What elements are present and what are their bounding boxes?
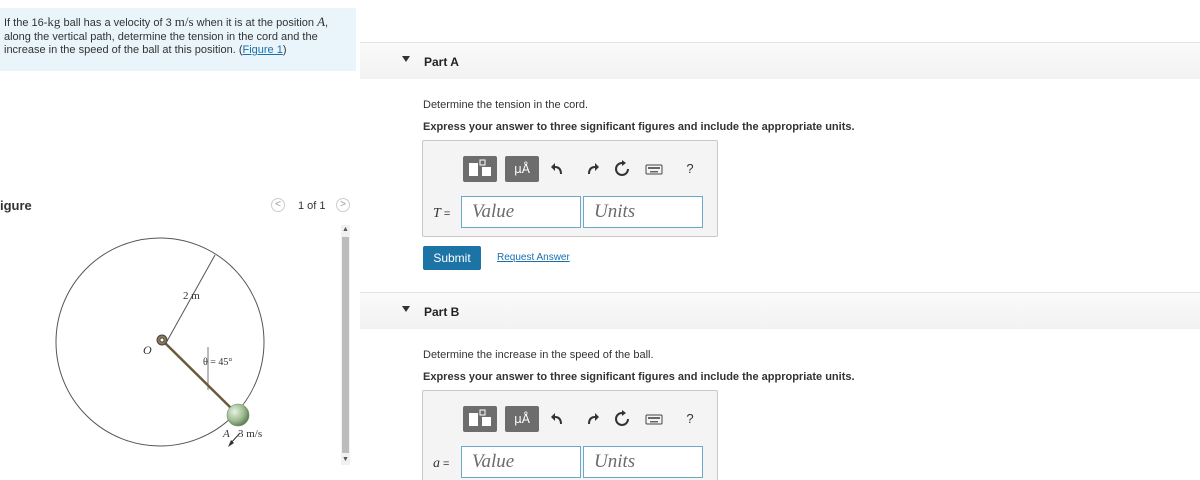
- collapse-caret-icon[interactable]: [402, 306, 410, 312]
- submit-button[interactable]: Submit: [423, 246, 481, 270]
- help-icon[interactable]: ?: [686, 411, 694, 426]
- variable-symbol: T: [433, 206, 441, 221]
- origin-label: O: [143, 343, 152, 357]
- collapse-caret-icon[interactable]: [402, 56, 410, 62]
- angle-label: θ = 45°: [203, 357, 233, 368]
- pivot-pin: [160, 338, 164, 342]
- undo-icon[interactable]: [549, 160, 567, 178]
- position-label: A: [317, 14, 326, 29]
- radius-label: 2 m: [183, 290, 200, 302]
- part-a-instruction: Express your answer to three significant figures and include the appropriate units.: [423, 121, 855, 133]
- scroll-thumb[interactable]: [342, 237, 349, 453]
- mass-unit: kg: [47, 14, 61, 29]
- undo-icon[interactable]: [549, 410, 567, 428]
- figure-header: [0, 197, 356, 217]
- problem-text: If the 16-: [4, 17, 48, 29]
- ball: [227, 404, 249, 426]
- equals-sign: =: [440, 458, 450, 470]
- figure-pager-label: 1 of 1: [298, 200, 326, 212]
- variable-label: [433, 206, 450, 222]
- reset-icon[interactable]: [613, 410, 631, 428]
- units-button[interactable]: μÅ: [505, 406, 539, 432]
- next-figure-button[interactable]: >: [336, 198, 350, 212]
- problem-statement: [0, 8, 356, 71]
- figure-link[interactable]: Figure 1: [242, 44, 283, 56]
- units-input[interactable]: [583, 446, 703, 478]
- velocity-label: 3 m/s: [238, 428, 263, 440]
- speed-unit: m/s: [174, 14, 194, 29]
- request-answer-link[interactable]: Request Answer: [497, 252, 570, 263]
- position-a-label: A: [223, 428, 230, 440]
- part-a-title: Part A: [424, 55, 459, 69]
- part-b-instruction: Express your answer to three significant figures and include the appropriate units.: [423, 371, 855, 383]
- help-icon[interactable]: ?: [686, 161, 694, 176]
- reset-icon[interactable]: [613, 160, 631, 178]
- figure-title: igure: [0, 198, 32, 213]
- variable-label: [433, 456, 449, 472]
- templates-icon: [463, 406, 497, 432]
- problem-text: ball has a velocity of 3: [60, 17, 175, 29]
- templates-button[interactable]: [463, 156, 497, 182]
- units-input[interactable]: [583, 196, 703, 228]
- part-b-prompt: Determine the increase in the speed of the ball.: [423, 349, 654, 361]
- part-b-answer-box: [422, 390, 718, 480]
- cord: [162, 340, 234, 411]
- part-b-title: Part B: [424, 305, 460, 319]
- problem-text: , along the vertical path, determine the tension in the cord and the increase in the speed of the ball at this position. (: [4, 17, 329, 56]
- redo-icon[interactable]: [583, 160, 601, 178]
- keyboard-icon[interactable]: [645, 160, 663, 178]
- equals-sign: =: [440, 208, 451, 220]
- value-input[interactable]: [461, 196, 581, 228]
- previous-figure-button[interactable]: <: [271, 198, 285, 212]
- problem-text: ): [282, 44, 287, 56]
- keyboard-icon[interactable]: [645, 410, 663, 428]
- templates-icon: [463, 156, 497, 182]
- scroll-down-arrow-icon[interactable]: ▼: [342, 456, 349, 463]
- pendulum-figure: [50, 225, 340, 470]
- part-a-prompt: Determine the tension in the cord.: [423, 99, 589, 111]
- redo-icon[interactable]: [583, 410, 601, 428]
- value-input[interactable]: [461, 446, 581, 478]
- problem-text: when it is at the position: [193, 17, 318, 29]
- units-button[interactable]: μÅ: [505, 156, 539, 182]
- variable-symbol: a: [433, 456, 440, 471]
- part-a-answer-box: [422, 140, 718, 237]
- part-a-header[interactable]: [360, 42, 1200, 79]
- scroll-up-arrow-icon[interactable]: ▲: [342, 226, 349, 233]
- figure-scrollbar[interactable]: [341, 225, 350, 465]
- part-b-header[interactable]: [360, 292, 1200, 329]
- templates-button[interactable]: [463, 406, 497, 432]
